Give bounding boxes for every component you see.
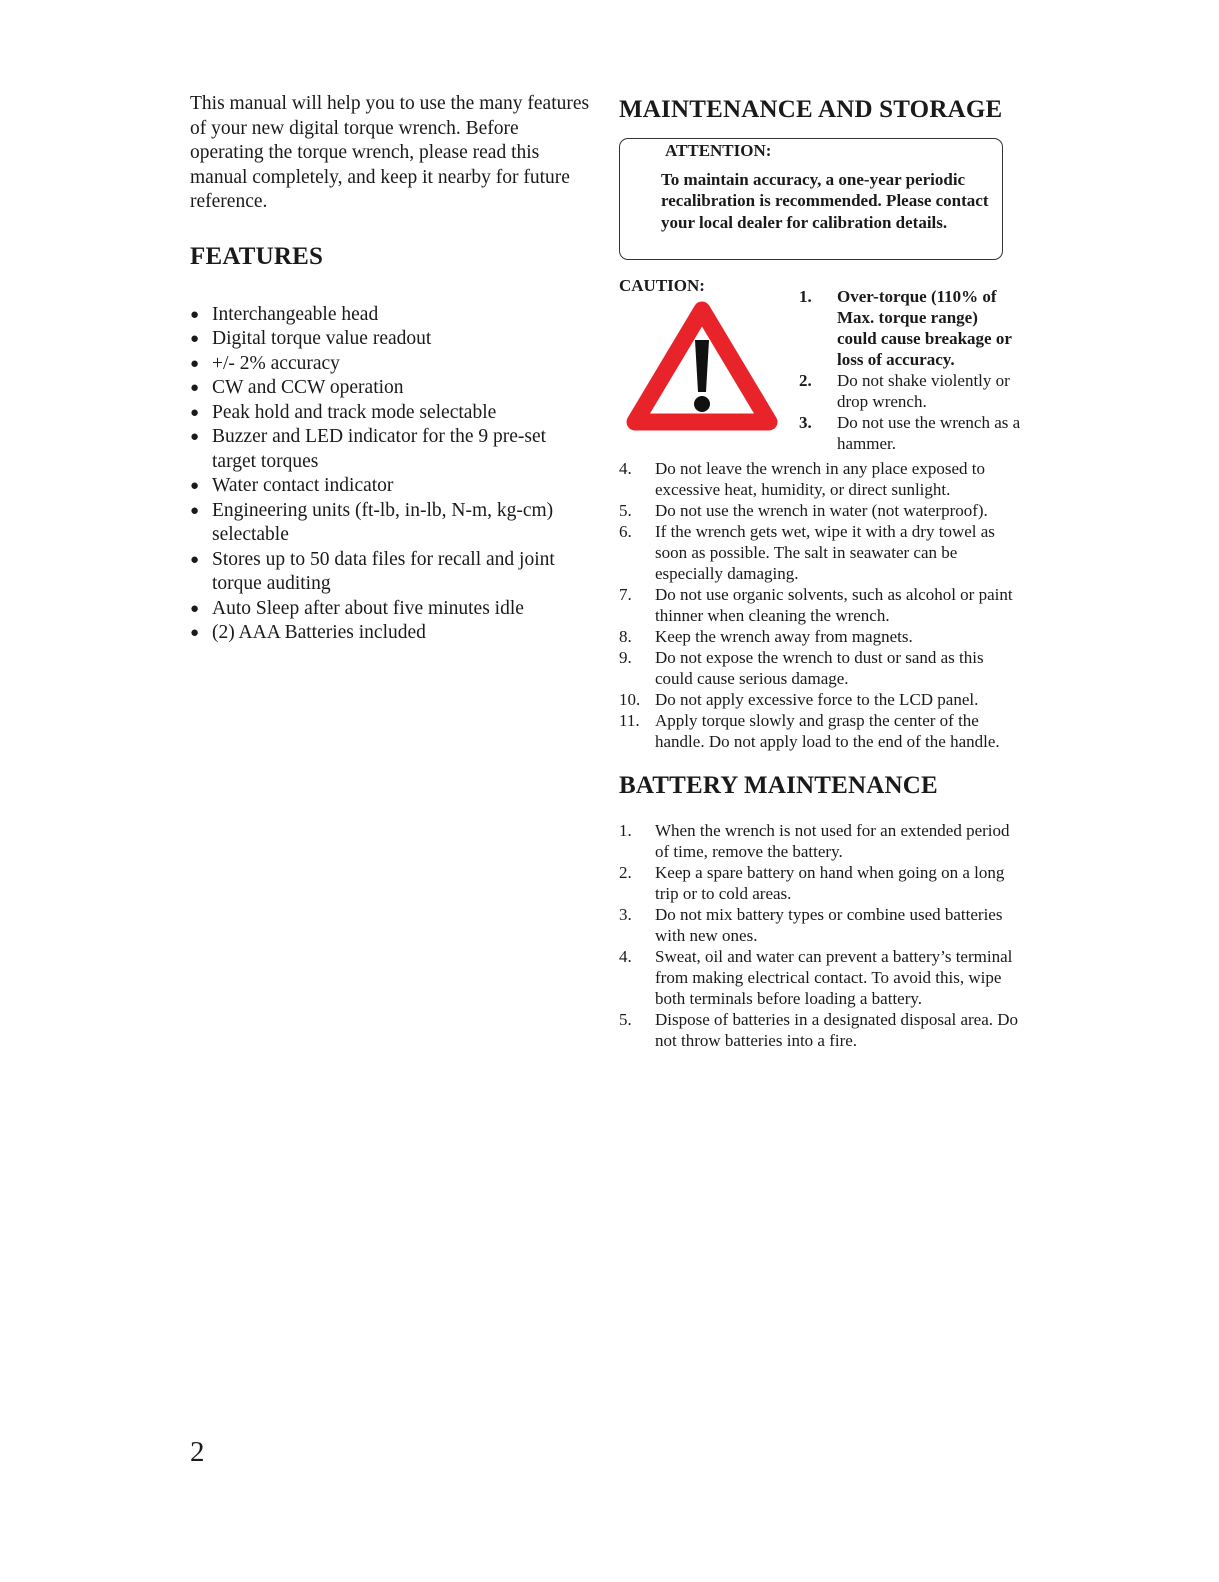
attention-box (619, 138, 1003, 260)
list-item: 9. Do not expose the wrench to dust or sand as this could cause serious damage. (619, 648, 984, 688)
maintenance-list (619, 458, 1019, 752)
right-column (619, 96, 1019, 1051)
list-item: ● Stores up to 50 data files for recall and joint torque auditing (190, 548, 555, 594)
left-column (190, 92, 590, 646)
attention-title: ATTENTION: (665, 141, 772, 160)
list-item: ● +/- 2% accuracy (190, 352, 590, 377)
list-item: 7. Do not use organic solvents, such as alcohol or paint thinner when cleaning the wrench. (619, 585, 1013, 625)
list-item: ● Peak hold and track mode selectable (190, 401, 590, 426)
list-item: ● Buzzer and LED indicator for the 9 pre-set target torques (190, 426, 547, 472)
attention-text: To maintain accuracy, a one-year periodic recalibration is recommended. Please contact your local dealer for calibration details. (661, 169, 989, 232)
page-number: 2 (190, 1436, 205, 1468)
list-item: 3. Do not mix battery types or combine used batteries with new ones. (619, 905, 1003, 945)
list-item: ● (2) AAA Batteries included (190, 621, 590, 646)
list-item: 1. When the wrench is not used for an extended period of time, remove the battery. (619, 821, 1010, 861)
list-item: ● Interchangeable head (190, 303, 590, 328)
list-item: 5. Do not use the wrench in water (not waterproof). (619, 501, 988, 520)
list-item: 8. Keep the wrench away from magnets. (619, 627, 913, 646)
battery-list (619, 820, 1019, 1051)
list-item: 2. Keep a spare battery on hand when going on a long trip or to cold areas. (619, 863, 1005, 903)
caution-label: CAUTION: (619, 276, 705, 295)
list-item: 10. Do not apply excessive force to the LCD panel. (619, 690, 979, 709)
bullet-icon: ● (190, 551, 200, 568)
bullet-icon: ● (190, 355, 200, 372)
warning-triangle-icon (621, 296, 783, 438)
list-item: 2. Do not shake violently or drop wrench. (799, 371, 1010, 411)
list-item: 4. Sweat, oil and water can prevent a battery’s terminal from making electrical contact. To avoid this, wipe both terminals before loading a battery. (619, 947, 1013, 1008)
list-item: ● CW and CCW operation (190, 376, 590, 401)
list-item: 6. If the wrench gets wet, wipe it with a dry towel as soon as possible. The salt in seawater can be especially damaging. (619, 522, 995, 583)
list-item: 5. Dispose of batteries in a designated disposal area. Do not throw batteries into a fire. (619, 1010, 1019, 1050)
list-item: 3. Do not use the wrench as a hammer. (799, 413, 1021, 453)
bullet-icon: ● (190, 306, 200, 323)
bullet-icon: ● (190, 404, 200, 421)
caution-list (799, 286, 1021, 454)
battery-heading: BATTERY MAINTENANCE (619, 772, 938, 799)
intro-paragraph: This manual will help you to use the many features of your new digital torque wrench. Before operating the torque wrench, please read this manual completely, and keep it nearby for future reference. (190, 93, 590, 212)
list-item: 1. Over-torque (110% of Max. torque range) could cause breakage or loss of accuracy. (799, 287, 1012, 369)
bullet-icon: ● (190, 380, 200, 396)
maintenance-heading: MAINTENANCE AND STORAGE (619, 96, 1003, 123)
list-item: ● Engineering units (ft-lb, in-lb, N-m, kg-cm) selectable (190, 499, 554, 545)
list-item: 4. Do not leave the wrench in any place exposed to excessive heat, humidity, or direct sunlight. (619, 459, 985, 499)
bullet-icon: ● (190, 502, 200, 519)
caution-block (619, 276, 1019, 452)
list-item: 11. Apply torque slowly and grasp the center of the handle. Do not apply load to the end of the handle. (619, 711, 1000, 751)
bullet-icon: ● (190, 331, 200, 347)
bullet-icon: ● (190, 625, 200, 641)
list-item: ● Water contact indicator (190, 474, 590, 499)
features-heading: FEATURES (190, 242, 324, 270)
list-item: ● Auto Sleep after about five minutes idle (190, 597, 590, 622)
features-list (190, 303, 590, 646)
bullet-icon: ● (190, 600, 200, 617)
bullet-icon: ● (190, 429, 200, 445)
list-item: ● Digital torque value readout (190, 327, 590, 352)
bullet-icon: ● (190, 478, 200, 494)
